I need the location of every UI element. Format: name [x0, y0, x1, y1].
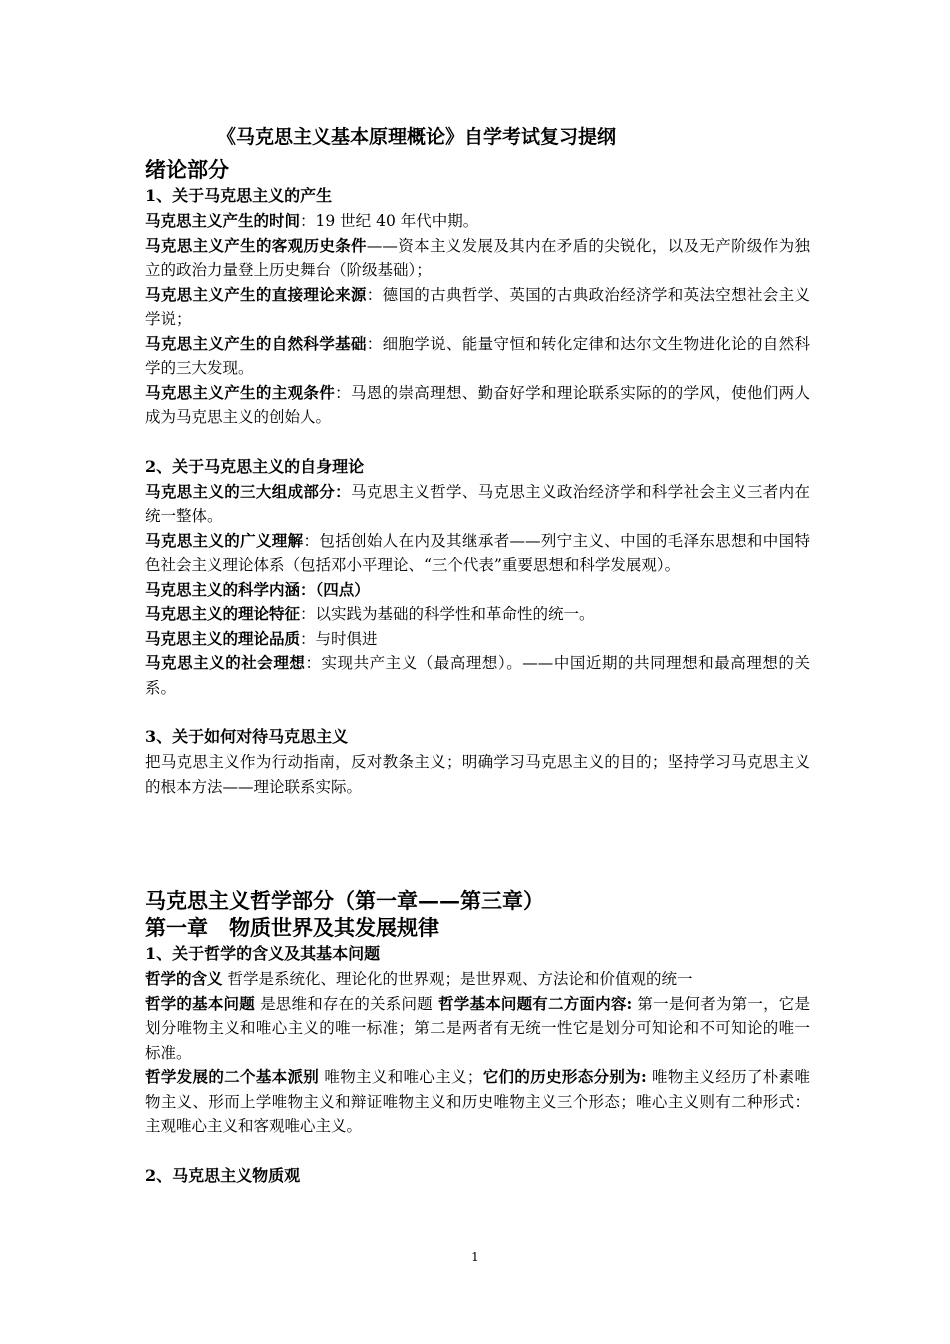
- paragraph: [145, 529, 810, 578]
- term-text: 马克思主义哲学、马克思主义政治经济学和科学社会主义三者内在统一整体。: [145, 482, 810, 525]
- term-text: ：以实践为基础的科学性和革命性的统一。: [300, 605, 595, 623]
- paragraph: [145, 283, 810, 332]
- term-label: 马克思主义的科学内涵：（四点）: [145, 579, 370, 599]
- term-label: 马克思主义的理论品质: [145, 628, 301, 648]
- paragraph: [145, 209, 810, 234]
- paragraph: [145, 381, 810, 430]
- term-label: 哲学的基本问题: [145, 993, 255, 1013]
- paragraph: [145, 651, 810, 700]
- term-text: ：细胞学说、能量守恒和转化定律和达尔文生物进化论的自然科学的三大发现。: [145, 334, 810, 377]
- term-label: 它们的历史形态分别为:: [482, 1067, 647, 1086]
- philosophy-heading: 马克思主义哲学部分（第一章——第三章）: [145, 888, 544, 913]
- page-number: 1: [471, 1250, 479, 1264]
- intro-heading: 绪论部分: [145, 157, 229, 182]
- term-label: 马克思主义的广义理解: [145, 530, 304, 550]
- term-text: 第一是何者为第一，它是划分唯物主义和唯心主义的唯一标准；第二是两者有无统一性它是划分可知论和不可知论的唯一标准。: [145, 994, 810, 1062]
- term-label: 马克思主义产生的客观历史条件: [145, 235, 367, 255]
- term-label: 哲学发展的二个基本派别: [145, 1067, 320, 1086]
- paragraph: [145, 602, 810, 627]
- term-label: 马克思主义的社会理想: [145, 653, 306, 672]
- paragraph: [145, 578, 810, 603]
- document-title: 《马克思主义基本原理概论》自学考试复习提纲: [217, 126, 617, 148]
- term-text: ：19 世纪 40 年代中期。: [300, 212, 479, 230]
- term-label: 哲学的含义: [145, 969, 223, 988]
- paragraph: [145, 967, 810, 992]
- paragraph: 把马克思主义作为行动指南，反对教条主义；明确学习马克思主义的目的；坚持学习马克思主义的根本方法——理论联系实际。: [145, 753, 810, 796]
- term-label: 哲学基本问题有二方面内容:: [438, 993, 633, 1013]
- document-page: [145, 118, 810, 1189]
- paragraph: [145, 332, 810, 381]
- term-label: 马克思主义的三大组成部分：: [145, 481, 351, 501]
- term-text: ：包括创始人在内及其继承者——列宁主义、中国的毛泽东思想和中国特色社会主义理论体系（包括邓小平理论、“三个代表”重要思想和科学发展观）。: [145, 531, 810, 574]
- chapter-heading: 第一章 物质世界及其发展规律: [145, 915, 439, 940]
- paragraph: [145, 234, 810, 283]
- term-text: ：马恩的崇高理想、勤奋好学和理论联系实际的的学风，使他们两人成为马克思主义的创始人。: [145, 383, 810, 426]
- term-label: 马克思主义产生的自然科学基础: [145, 333, 367, 353]
- term-text: 唯物主义和唯心主义；: [319, 1068, 483, 1086]
- term-text: ：与时俱进: [300, 629, 378, 648]
- term-text: 是思维和存在的关系问题: [254, 994, 439, 1013]
- term-label: 马克思主义产生的直接理论来源: [145, 284, 367, 304]
- term-text: ——资本主义发展及其内在矛盾的尖锐化，以及无产阶级作为独立的政治力量登上历史舞台（阶级基础）；: [145, 236, 810, 279]
- paragraph: [145, 992, 810, 1066]
- term-text: 哲学是系统化、理论化的世界观；是世界观、方法论和价值观的统一: [222, 970, 693, 988]
- paragraph: [145, 627, 810, 652]
- philosophy-s2-heading: 2、马克思主义物质观: [145, 1165, 301, 1185]
- term-label: 马克思主义的理论特征: [145, 604, 301, 623]
- paragraph: [145, 480, 810, 529]
- paragraph: [145, 1065, 810, 1139]
- philosophy-s1-heading: 1、关于哲学的含义及其基本问题: [145, 944, 381, 963]
- term-text: ：实现共产主义（最高理想）。——中国近期的共同理想和最高理想的关系。: [145, 654, 810, 697]
- intro-s2-heading: 2、关于马克思主义的自身理论: [145, 456, 365, 476]
- intro-s1-heading: 1、关于马克思主义的产生: [145, 186, 333, 205]
- term-label: 马克思主义产生的主观条件: [145, 382, 336, 402]
- term-label: 马克思主义产生的时间: [145, 211, 301, 230]
- intro-s3-heading: 3、关于如何对待马克思主义: [145, 727, 349, 746]
- term-text: 唯物主义经历了朴素唯物主义、形而上学唯物主义和辩证唯物主义和历史唯物主义三个形态；唯心主义则有二种形式：主观唯心主义和客观唯心主义。: [145, 1068, 810, 1135]
- term-text: ：德国的古典哲学、英国的古典政治经济学和英法空想社会主义学说；: [145, 285, 810, 328]
